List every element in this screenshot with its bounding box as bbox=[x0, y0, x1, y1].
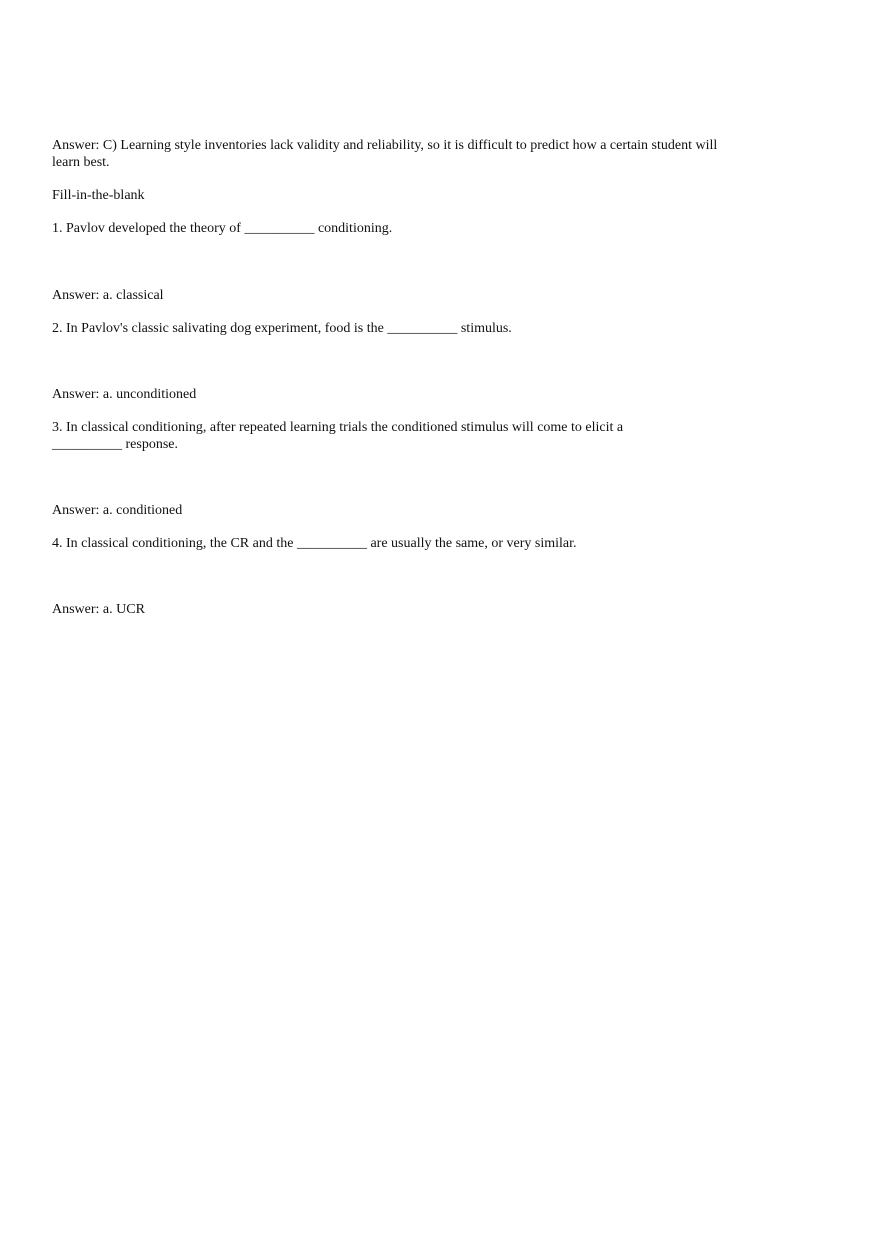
question-1-answer: Answer: a. classical bbox=[52, 288, 164, 303]
question-2-answer: Answer: a. unconditioned bbox=[52, 387, 197, 402]
section-heading: Fill-in-the-blank bbox=[52, 188, 145, 203]
intro-answer-line-1: Answer: C) Learning style inventories lack validity and reliability, so it is difficult to predict how a certain student will bbox=[52, 138, 718, 153]
question-3-text-line-2: __________ response. bbox=[52, 437, 178, 452]
intro-answer-line-2: learn best. bbox=[52, 155, 110, 170]
question-4-text: 4. In classical conditioning, the CR and the __________ are usually the same, or very similar. bbox=[52, 536, 577, 551]
question-4-answer: Answer: a. UCR bbox=[52, 602, 145, 617]
question-2-text: 2. In Pavlov's classic salivating dog experiment, food is the __________ stimulus. bbox=[52, 321, 512, 336]
question-3-text-line-1: 3. In classical conditioning, after repeated learning trials the conditioned stimulus will come to elicit a bbox=[52, 420, 624, 435]
question-1-text: 1. Pavlov developed the theory of __________ conditioning. bbox=[52, 221, 393, 236]
question-3-answer: Answer: a. conditioned bbox=[52, 503, 183, 518]
